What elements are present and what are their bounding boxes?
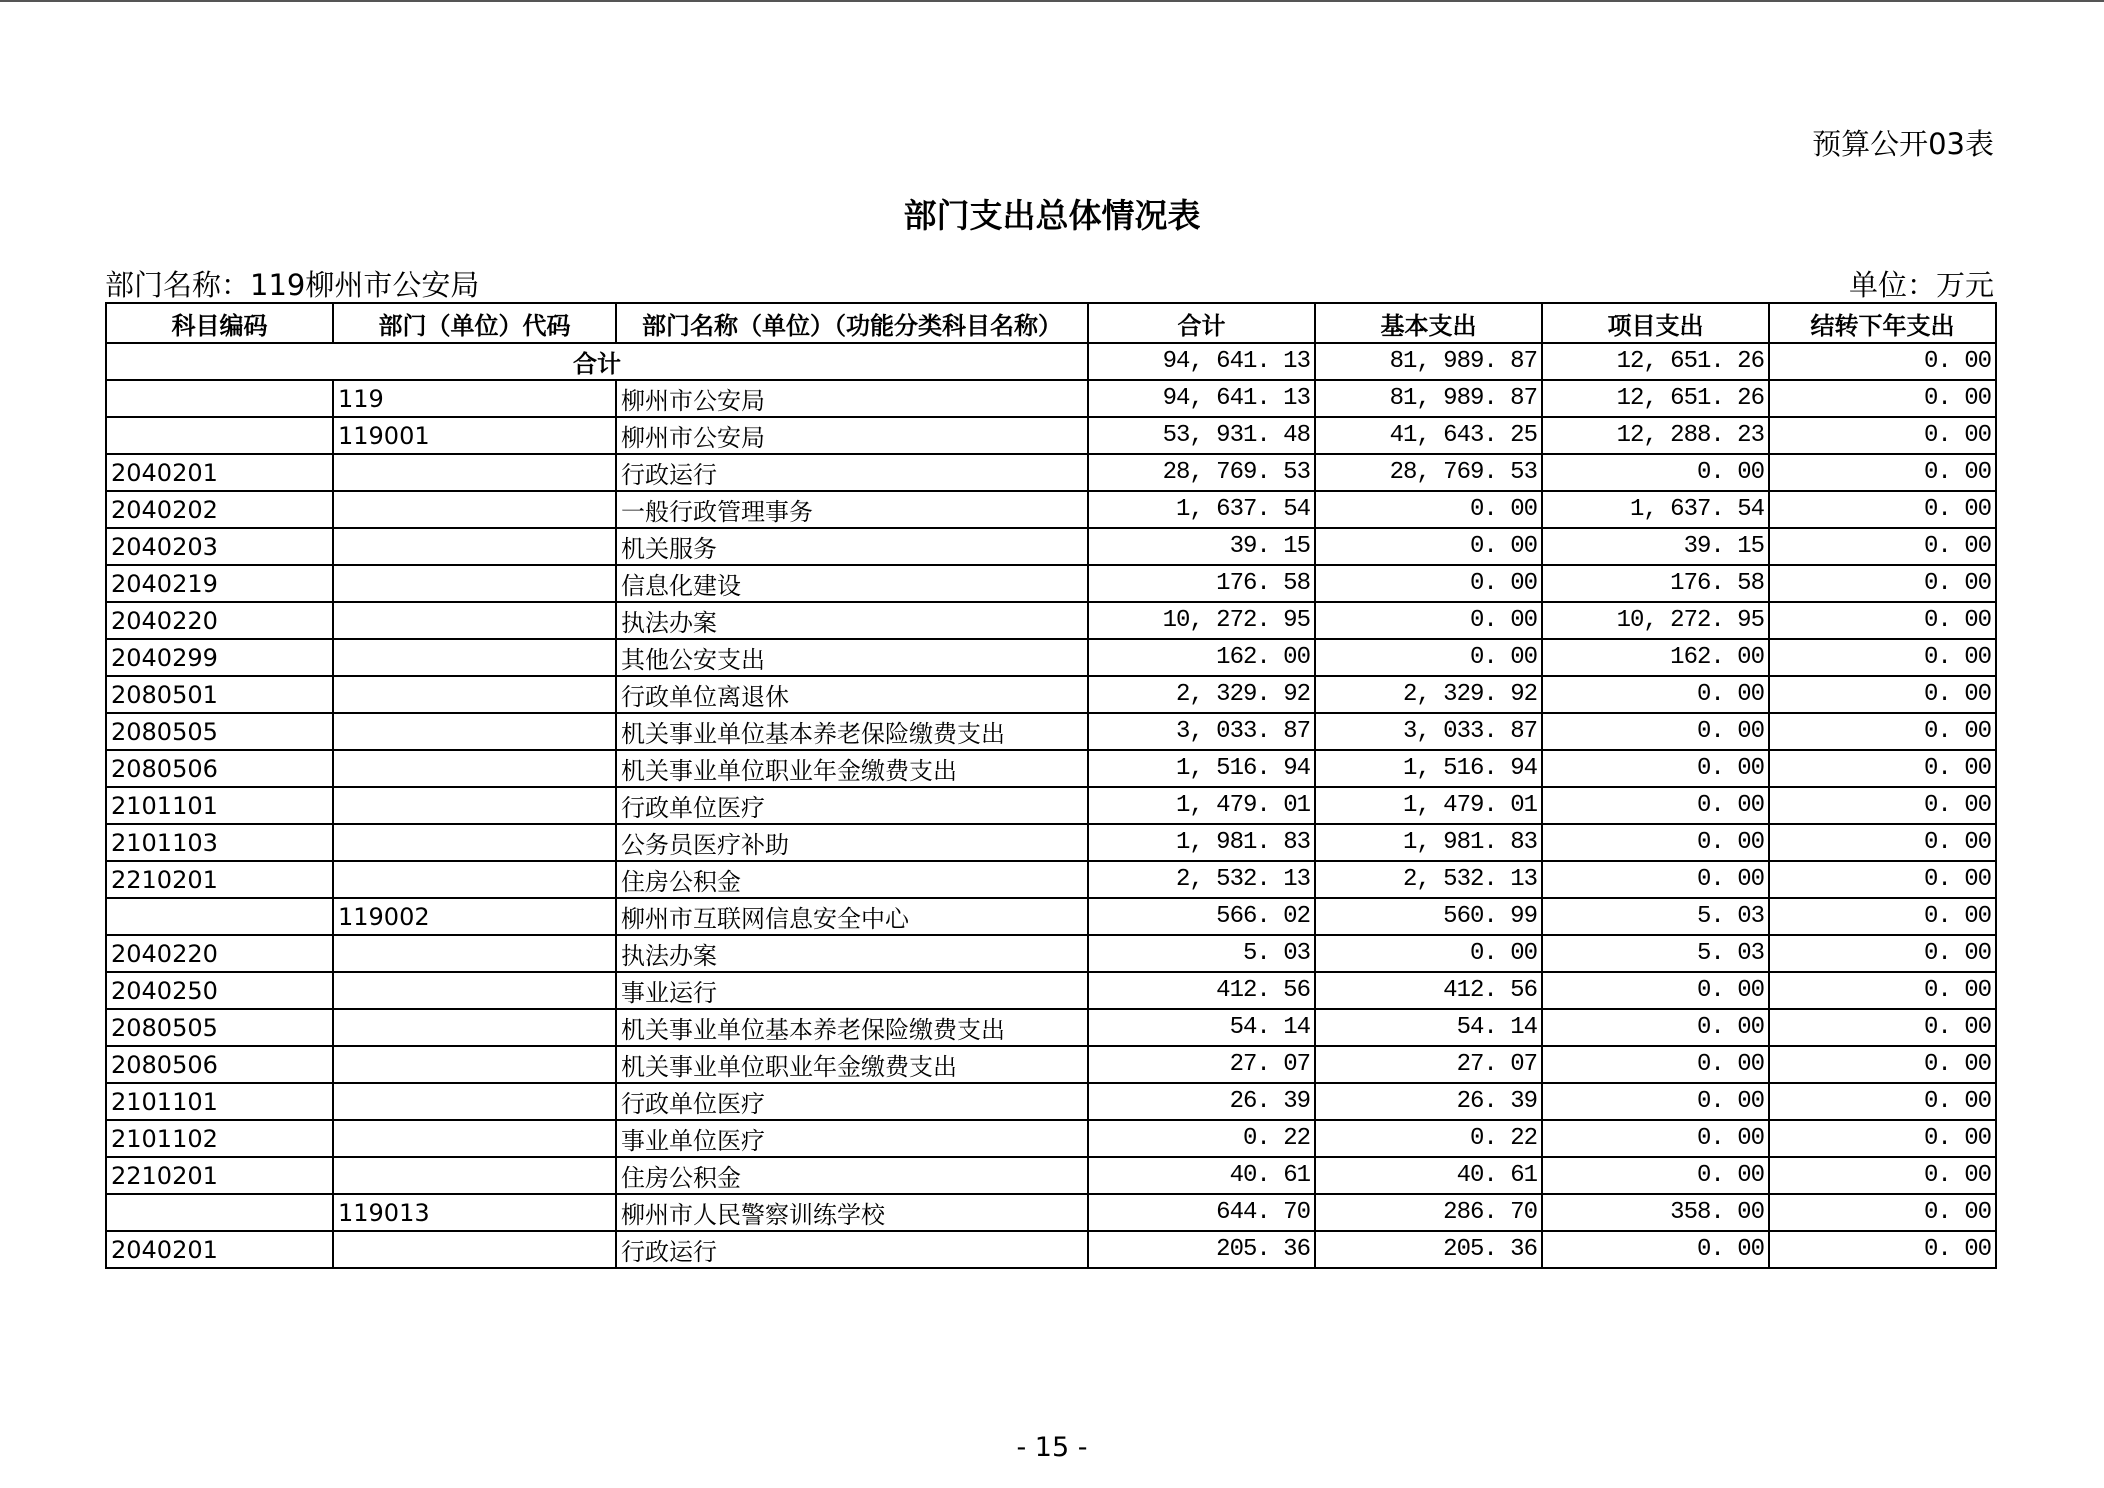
name-cell: 行政运行 [616, 454, 1088, 491]
table-row [106, 676, 1996, 713]
subject-code-cell: 2210201 [106, 1157, 333, 1194]
table-row [106, 417, 1996, 454]
unit-code-cell [333, 1009, 616, 1046]
unit-code-cell [333, 787, 616, 824]
subject-code-cell: 2040202 [106, 491, 333, 528]
subject-code-cell [106, 380, 333, 417]
total-cell: 2, 532. 13 [1088, 861, 1315, 898]
basic-cell: 40. 61 [1315, 1157, 1542, 1194]
unit-code-cell [333, 935, 616, 972]
table-row [106, 750, 1996, 787]
total-cell: 644. 70 [1088, 1194, 1315, 1231]
project-cell: 0. 00 [1542, 1120, 1769, 1157]
name-cell: 机关事业单位职业年金缴费支出 [616, 750, 1088, 787]
unit-code-cell [333, 639, 616, 676]
subject-code-cell: 2101101 [106, 1083, 333, 1120]
carryover-cell: 0. 00 [1769, 676, 1996, 713]
unit-code-cell [333, 528, 616, 565]
unit-code-cell [333, 1157, 616, 1194]
basic-cell: 2, 532. 13 [1315, 861, 1542, 898]
table-row [106, 639, 1996, 676]
basic-cell: 412. 56 [1315, 972, 1542, 1009]
table-row [106, 1083, 1996, 1120]
unit-code-cell: 119 [333, 380, 616, 417]
basic-cell: 27. 07 [1315, 1046, 1542, 1083]
unit-code-cell [333, 676, 616, 713]
basic-cell: 0. 00 [1315, 602, 1542, 639]
carryover-cell: 0. 00 [1769, 454, 1996, 491]
carryover-cell: 0. 00 [1769, 824, 1996, 861]
carryover-cell: 0. 00 [1769, 1083, 1996, 1120]
subject-code-cell: 2040201 [106, 1231, 333, 1268]
project-cell: 12, 651. 26 [1542, 343, 1769, 380]
name-cell: 住房公积金 [616, 861, 1088, 898]
subject-code-cell: 2210201 [106, 861, 333, 898]
carryover-cell: 0. 00 [1769, 639, 1996, 676]
total-cell: 40. 61 [1088, 1157, 1315, 1194]
total-cell: 54. 14 [1088, 1009, 1315, 1046]
table-row [106, 1194, 1996, 1231]
name-cell: 柳州市互联网信息安全中心 [616, 898, 1088, 935]
table-row [106, 565, 1996, 602]
name-cell: 行政单位医疗 [616, 1083, 1088, 1120]
project-cell: 358. 00 [1542, 1194, 1769, 1231]
name-cell: 柳州市公安局 [616, 417, 1088, 454]
name-cell: 行政单位离退休 [616, 676, 1088, 713]
basic-cell: 81, 989. 87 [1315, 343, 1542, 380]
unit-code-cell: 119001 [333, 417, 616, 454]
column-header-subject-code: 科目编码 [106, 303, 333, 343]
subject-code-cell: 2040219 [106, 565, 333, 602]
table-row [106, 1046, 1996, 1083]
project-cell: 10, 272. 95 [1542, 602, 1769, 639]
basic-cell: 0. 00 [1315, 639, 1542, 676]
carryover-cell: 0. 00 [1769, 898, 1996, 935]
unit-code-cell [333, 1120, 616, 1157]
total-cell: 3, 033. 87 [1088, 713, 1315, 750]
unit-code-cell: 119002 [333, 898, 616, 935]
project-cell: 176. 58 [1542, 565, 1769, 602]
name-cell: 执法办案 [616, 935, 1088, 972]
carryover-cell: 0. 00 [1769, 750, 1996, 787]
project-cell: 12, 288. 23 [1542, 417, 1769, 454]
name-cell: 一般行政管理事务 [616, 491, 1088, 528]
name-cell: 事业单位医疗 [616, 1120, 1088, 1157]
unit-code-cell [333, 1231, 616, 1268]
column-header-unit-code: 部门（单位）代码 [333, 303, 616, 343]
total-cell: 26. 39 [1088, 1083, 1315, 1120]
carryover-cell: 0. 00 [1769, 343, 1996, 380]
total-cell: 162. 00 [1088, 639, 1315, 676]
subject-code-cell: 2040220 [106, 935, 333, 972]
table-row [106, 1009, 1996, 1046]
total-row [106, 343, 1996, 380]
name-cell: 住房公积金 [616, 1157, 1088, 1194]
subject-code-cell [106, 1194, 333, 1231]
table-row [106, 1231, 1996, 1268]
subject-code-cell: 2080501 [106, 676, 333, 713]
subject-code-cell: 2101101 [106, 787, 333, 824]
total-cell: 94, 641. 13 [1088, 380, 1315, 417]
carryover-cell: 0. 00 [1769, 861, 1996, 898]
total-label: 合计 [106, 343, 1088, 380]
name-cell: 机关服务 [616, 528, 1088, 565]
unit-code-cell [333, 1046, 616, 1083]
total-cell: 94, 641. 13 [1088, 343, 1315, 380]
table-row [106, 824, 1996, 861]
subject-code-cell [106, 898, 333, 935]
carryover-cell: 0. 00 [1769, 380, 1996, 417]
total-cell: 1, 479. 01 [1088, 787, 1315, 824]
basic-cell: 3, 033. 87 [1315, 713, 1542, 750]
basic-cell: 1, 981. 83 [1315, 824, 1542, 861]
table-row [106, 898, 1996, 935]
department-name: 部门名称：119柳州市公安局 [105, 268, 480, 302]
unit-code-cell [333, 713, 616, 750]
basic-cell: 0. 00 [1315, 528, 1542, 565]
total-cell: 10, 272. 95 [1088, 602, 1315, 639]
top-border-rule [0, 0, 2104, 2]
total-cell: 1, 516. 94 [1088, 750, 1315, 787]
basic-cell: 26. 39 [1315, 1083, 1542, 1120]
project-cell: 0. 00 [1542, 824, 1769, 861]
carryover-cell: 0. 00 [1769, 713, 1996, 750]
project-cell: 0. 00 [1542, 787, 1769, 824]
page-number: - 15 - [1016, 1432, 1088, 1463]
project-cell: 162. 00 [1542, 639, 1769, 676]
carryover-cell: 0. 00 [1769, 1120, 1996, 1157]
carryover-cell: 0. 00 [1769, 565, 1996, 602]
total-cell: 566. 02 [1088, 898, 1315, 935]
basic-cell: 0. 22 [1315, 1120, 1542, 1157]
table-row [106, 935, 1996, 972]
unit-code-cell [333, 454, 616, 491]
basic-cell: 286. 70 [1315, 1194, 1542, 1231]
name-cell: 公务员医疗补助 [616, 824, 1088, 861]
name-cell: 其他公安支出 [616, 639, 1088, 676]
name-cell: 柳州市公安局 [616, 380, 1088, 417]
table-row [106, 787, 1996, 824]
carryover-cell: 0. 00 [1769, 1009, 1996, 1046]
carryover-cell: 0. 00 [1769, 935, 1996, 972]
project-cell: 0. 00 [1542, 454, 1769, 491]
project-cell: 1, 637. 54 [1542, 491, 1769, 528]
subject-code-cell: 2040220 [106, 602, 333, 639]
subject-code-cell: 2040250 [106, 972, 333, 1009]
page-title: 部门支出总体情况表 [903, 196, 1201, 235]
name-cell: 信息化建设 [616, 565, 1088, 602]
carryover-cell: 0. 00 [1769, 1046, 1996, 1083]
total-cell: 27. 07 [1088, 1046, 1315, 1083]
table-row [106, 380, 1996, 417]
basic-cell: 0. 00 [1315, 491, 1542, 528]
total-cell: 39. 15 [1088, 528, 1315, 565]
carryover-cell: 0. 00 [1769, 1194, 1996, 1231]
carryover-cell: 0. 00 [1769, 1231, 1996, 1268]
basic-cell: 560. 99 [1315, 898, 1542, 935]
table-row [106, 861, 1996, 898]
total-cell: 0. 22 [1088, 1120, 1315, 1157]
project-cell: 0. 00 [1542, 750, 1769, 787]
unit-code-cell [333, 861, 616, 898]
column-header-name: 部门名称（单位）（功能分类科目名称） [616, 303, 1088, 343]
project-cell: 0. 00 [1542, 972, 1769, 1009]
basic-cell: 1, 516. 94 [1315, 750, 1542, 787]
column-header-project: 项目支出 [1542, 303, 1769, 343]
project-cell: 5. 03 [1542, 898, 1769, 935]
name-cell: 机关事业单位职业年金缴费支出 [616, 1046, 1088, 1083]
basic-cell: 2, 329. 92 [1315, 676, 1542, 713]
expenditure-table [105, 302, 1997, 1269]
subject-code-cell [106, 417, 333, 454]
carryover-cell: 0. 00 [1769, 972, 1996, 1009]
subject-code-cell: 2080505 [106, 1009, 333, 1046]
carryover-cell: 0. 00 [1769, 1157, 1996, 1194]
basic-cell: 54. 14 [1315, 1009, 1542, 1046]
project-cell: 0. 00 [1542, 1231, 1769, 1268]
table-row [106, 972, 1996, 1009]
table-row [106, 1120, 1996, 1157]
unit-label: 单位：万元 [1848, 268, 1994, 302]
table-row [106, 713, 1996, 750]
column-header-carryover: 结转下年支出 [1769, 303, 1996, 343]
basic-cell: 28, 769. 53 [1315, 454, 1542, 491]
unit-code-cell [333, 565, 616, 602]
subject-code-cell: 2101103 [106, 824, 333, 861]
subject-code-cell: 2080506 [106, 1046, 333, 1083]
column-header-basic: 基本支出 [1315, 303, 1542, 343]
table-row [106, 1157, 1996, 1194]
project-cell: 0. 00 [1542, 713, 1769, 750]
basic-cell: 0. 00 [1315, 565, 1542, 602]
unit-code-cell [333, 491, 616, 528]
total-cell: 5. 03 [1088, 935, 1315, 972]
basic-cell: 1, 479. 01 [1315, 787, 1542, 824]
carryover-cell: 0. 00 [1769, 787, 1996, 824]
unit-code-cell [333, 602, 616, 639]
total-cell: 1, 637. 54 [1088, 491, 1315, 528]
name-cell: 执法办案 [616, 602, 1088, 639]
project-cell: 12, 651. 26 [1542, 380, 1769, 417]
unit-code-cell: 119013 [333, 1194, 616, 1231]
carryover-cell: 0. 00 [1769, 417, 1996, 454]
project-cell: 5. 03 [1542, 935, 1769, 972]
basic-cell: 205. 36 [1315, 1231, 1542, 1268]
carryover-cell: 0. 00 [1769, 602, 1996, 639]
subject-code-cell: 2040201 [106, 454, 333, 491]
carryover-cell: 0. 00 [1769, 491, 1996, 528]
unit-code-cell [333, 750, 616, 787]
name-cell: 行政单位医疗 [616, 787, 1088, 824]
project-cell: 0. 00 [1542, 861, 1769, 898]
project-cell: 0. 00 [1542, 1046, 1769, 1083]
basic-cell: 81, 989. 87 [1315, 380, 1542, 417]
unit-code-cell [333, 824, 616, 861]
project-cell: 0. 00 [1542, 1083, 1769, 1120]
project-cell: 39. 15 [1542, 528, 1769, 565]
name-cell: 事业运行 [616, 972, 1088, 1009]
carryover-cell: 0. 00 [1769, 528, 1996, 565]
basic-cell: 0. 00 [1315, 935, 1542, 972]
total-cell: 412. 56 [1088, 972, 1315, 1009]
total-cell: 1, 981. 83 [1088, 824, 1315, 861]
total-cell: 205. 36 [1088, 1231, 1315, 1268]
project-cell: 0. 00 [1542, 676, 1769, 713]
table-body [106, 343, 1996, 1268]
subject-code-cell: 2080505 [106, 713, 333, 750]
name-cell: 柳州市人民警察训练学校 [616, 1194, 1088, 1231]
total-cell: 53, 931. 48 [1088, 417, 1315, 454]
subject-code-cell: 2040299 [106, 639, 333, 676]
name-cell: 机关事业单位基本养老保险缴费支出 [616, 713, 1088, 750]
name-cell: 行政运行 [616, 1231, 1088, 1268]
name-cell: 机关事业单位基本养老保险缴费支出 [616, 1009, 1088, 1046]
table-row [106, 454, 1996, 491]
table-header-row [106, 303, 1996, 343]
project-cell: 0. 00 [1542, 1157, 1769, 1194]
table-row [106, 602, 1996, 639]
table-row [106, 491, 1996, 528]
basic-cell: 41, 643. 25 [1315, 417, 1542, 454]
unit-code-cell [333, 1083, 616, 1120]
form-code: 预算公开03表 [1812, 127, 1994, 161]
column-header-total: 合计 [1088, 303, 1315, 343]
subject-code-cell: 2101102 [106, 1120, 333, 1157]
table-row [106, 528, 1996, 565]
subject-code-cell: 2040203 [106, 528, 333, 565]
project-cell: 0. 00 [1542, 1009, 1769, 1046]
unit-code-cell [333, 972, 616, 1009]
total-cell: 28, 769. 53 [1088, 454, 1315, 491]
subject-code-cell: 2080506 [106, 750, 333, 787]
total-cell: 2, 329. 92 [1088, 676, 1315, 713]
total-cell: 176. 58 [1088, 565, 1315, 602]
